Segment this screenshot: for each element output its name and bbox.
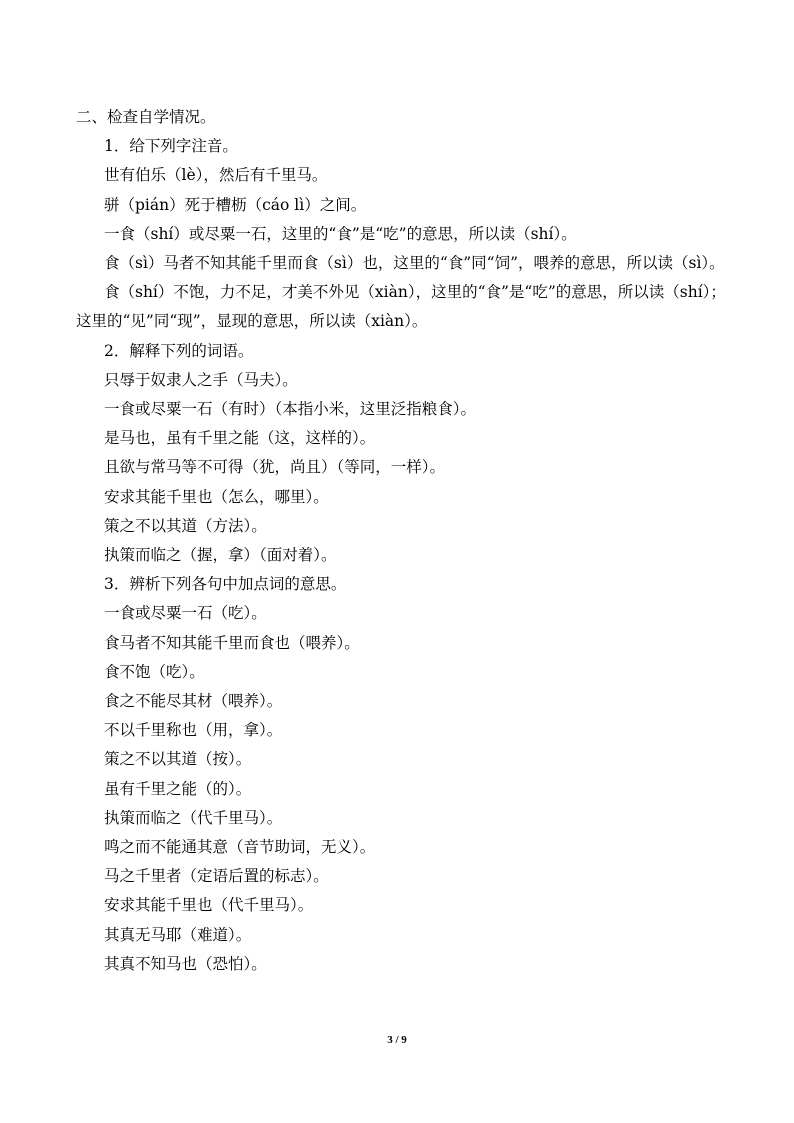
q3-line: 策之不以其道（按）。 <box>104 750 252 769</box>
question-2-title: 2．解释下列的词语。 <box>104 341 254 360</box>
q1-line: 食（shí）不饱，力不足，才美不外见（xiàn），这里的“食”是“吃”的意思，所以读（shí）；这里的“见”同“现”，显现的意思，所以读（xiàn）。 <box>76 283 726 331</box>
q2-line: 且欲与常马等不可得（犹，尚且）（等同，一样）。 <box>104 458 446 477</box>
q3-line: 其真无马耶（难道）。 <box>104 925 252 944</box>
q1-line: 世有伯乐（lè），然后有千里马。 <box>104 166 328 185</box>
section-heading: 二、检查自学情况。 <box>76 108 216 126</box>
q3-line: 一食或尽粟一石（吃）。 <box>104 604 267 623</box>
q1-line: 骈（pián）死于槽枥（cáo lì）之间。 <box>104 195 367 214</box>
q2-line: 安求其能千里也（怎么，哪里）。 <box>104 487 329 506</box>
q1-line: 一食（shí）或尽粟一石，这里的“食”是“吃”的意思，所以读（shí）。 <box>104 224 577 243</box>
document-body <box>76 103 736 979</box>
q3-line: 食不饱（吃）。 <box>104 662 205 681</box>
q3-line: 食马者不知其能千里而食也（喂养）。 <box>104 633 360 652</box>
page-number: 3 / 9 <box>387 1034 407 1046</box>
q3-line: 不以千里称也（用，拿）。 <box>104 721 283 740</box>
q3-line: 安求其能千里也（代千里马）。 <box>104 896 314 915</box>
q2-line: 策之不以其道（方法）。 <box>104 516 267 535</box>
question-1-title: 1．给下列字注音。 <box>104 137 238 156</box>
q3-line: 鸣之而不能通其意（音节助词，无义）。 <box>104 838 376 857</box>
q2-line: 只辱于奴隶人之手（马夫）。 <box>104 370 298 389</box>
q3-line: 其真不知马也（恐怕）。 <box>104 954 267 973</box>
q3-line: 执策而临之（代千里马）。 <box>104 808 283 827</box>
q2-line: 是马也，虽有千里之能（这，这样的）。 <box>104 429 376 448</box>
q2-line: 执策而临之（握，拿）（面对着）。 <box>104 546 337 565</box>
q1-line: 食（sì）马者不知其能千里而食（sì）也，这里的“食”同“饲”，喂养的意思，所以读（sì）。 <box>104 254 725 273</box>
q3-line: 虽有千里之能（的）。 <box>104 779 252 798</box>
q3-line: 马之千里者（定语后置的标志）。 <box>104 867 329 886</box>
question-3-title: 3．辨析下列各句中加点词的意思。 <box>104 575 347 594</box>
q3-line: 食之不能尽其材（喂养）。 <box>104 692 283 711</box>
q2-line: 一食或尽粟一石（有时）（本指小米，这里泛指粮食）。 <box>104 400 477 419</box>
